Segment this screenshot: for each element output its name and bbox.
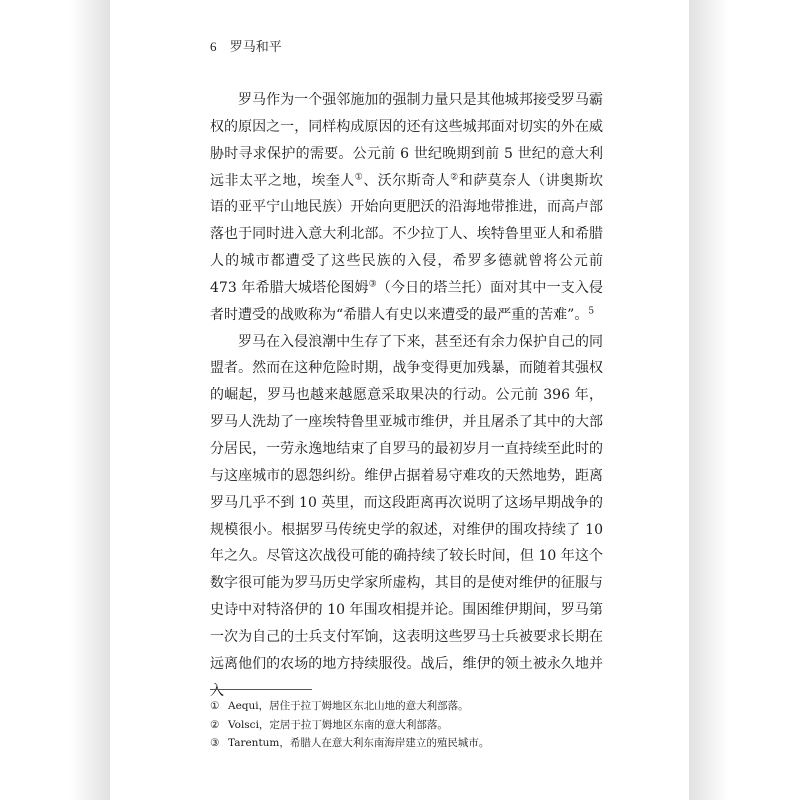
footnote-3 [210,734,630,753]
footnote-text: Aequi，居住于拉丁姆地区东北山地的意大利部落。 [228,700,469,712]
running-title: 罗马和平 [229,39,282,54]
paragraph-text: 和萨莫奈人（讲奥斯坎语的亚平宁山地民族）开始向更肥沃的沿海地带推进，而高卢部落也于同时进入意大利北部。不少拉丁人、埃特鲁里亚人和希腊人的城市都遭受了这些民族的入侵，希罗多德就曾将公元前 473 年希腊大城塔伦图姆 [210,172,603,296]
running-header [210,36,282,55]
body-text [210,87,603,704]
paragraph-text: （今日的塔兰托）面对其中一支入侵者时遭受的战败称为“希腊人有史以来遭受的最严重的苦难”。 [210,279,604,323]
paragraph-1 [210,87,603,329]
paragraph-text: 、沃尔斯奇人 [363,172,451,189]
page-number: 6 [210,39,217,54]
page-shadow-left [70,0,110,800]
footnote-ref-1[interactable]: ① [354,171,364,182]
paragraph-text: 罗马作为一个强邻施加的强制力量只是其他城邦接受罗马霸权的原因之一，同样构成原因的还有这些城邦面对切实的外在威胁时寻求保护的需要。公元前 6 世纪晚期到前 5 世纪的意大利远非太平之地，埃奎人 [210,92,603,189]
footnote-mark: ② [210,718,220,731]
endnote-ref-5[interactable]: 5 [588,306,595,317]
book-page [110,0,689,800]
footnote-text: Volsci，定居于拉丁姆地区东南的意大利部落。 [228,718,448,731]
paragraph-2: 罗马在入侵浪潮中生存了下来，甚至还有余力保护自己的同盟者。然而在这种危险时期，战争变得更加残暴，而随着其强权的崛起，罗马也越来越愿意采取果决的行动。公元前 396 年，罗马人洗劫了一座埃特鲁里亚城市维伊，并且屠杀了其中的大部分居民，一劳永逸地结束了自罗马的最初岁月一直持续至此时的与这座城市的恩怨纠纷。维伊占据着易守难攻的天然地势，距离罗马几乎不到 10 英里，而这段距离再次说明了这场早期战争的规模很小。根据罗马传统史学的叙述，对维伊的围攻持续了 10 年之久。尽管这次战役可能的确持续了较长时间，但 10 年这个数字很可能为罗马历史学家所虚构，其目的是使对维伊的征服与史诗中对特洛伊的 10 年围攻相提并论。围困维伊期间，罗马第一次为自己的士兵支付军饷，这表明这些罗马士兵被要求长期在远离他们的农场的地方持续服役。战后，维伊的领土被永久地并入 [210,333,603,699]
footnote-text: Tarentum，希腊人在意大利东南海岸建立的殖民城市。 [228,737,490,749]
footnote-1 [210,697,630,716]
footnotes [210,697,630,753]
footnote-2 [210,716,630,735]
footnote-divider [210,689,312,690]
footnote-mark: ① [210,700,220,712]
footnote-ref-3[interactable]: ③ [368,279,377,290]
page-shadow-right [689,0,729,800]
footnote-ref-2[interactable]: ② [450,171,459,182]
footnote-mark: ③ [210,737,220,749]
